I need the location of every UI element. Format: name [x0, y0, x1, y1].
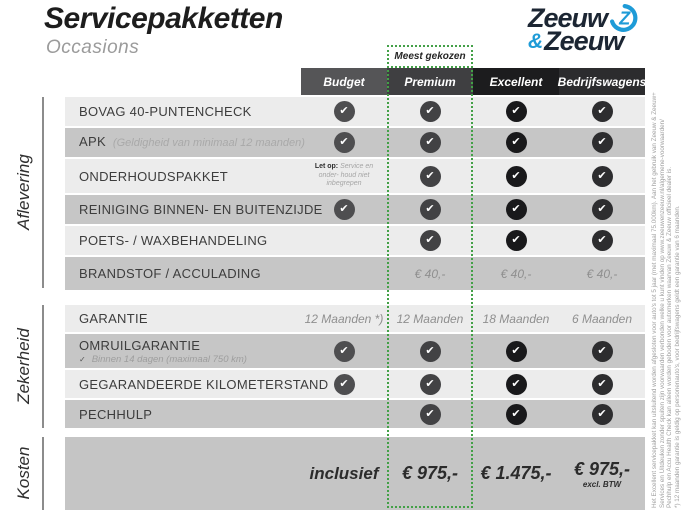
check-icon: ✔ [334, 199, 355, 220]
cell-premium [387, 370, 473, 398]
cell-value: € 40,- [586, 266, 618, 281]
column-header-excellent: Excellent [473, 68, 559, 95]
cell-budget [301, 437, 387, 510]
cell-budget [301, 370, 387, 398]
table-row [65, 226, 645, 255]
column-header-bedrijfswagens: Bedrijfswagens [559, 68, 645, 95]
row-label: REINIGING BINNEN- EN BUITENZIJDE [79, 202, 323, 217]
check-icon: ✔ [420, 101, 441, 122]
cell-value: 6 Maanden [571, 311, 633, 326]
cell-bedrijfswagens [559, 159, 645, 193]
cell-budget [301, 226, 387, 255]
row-label: BOVAG 40-PUNTENCHECK [79, 104, 252, 119]
section-aflevering [65, 97, 645, 292]
check-icon: ✔ [420, 166, 441, 187]
check-icon: ✔ [420, 230, 441, 251]
row-label-cell [65, 334, 301, 368]
cell-value: 18 Maanden [482, 311, 550, 326]
section-label-aflevering: Aflevering [14, 154, 33, 230]
check-icon: ✔ [506, 374, 527, 395]
check-icon: ✔ [420, 199, 441, 220]
cell-excellent [473, 226, 559, 255]
cell-bedrijfswagens [559, 128, 645, 157]
cell-budget [301, 128, 387, 157]
row-label-cell [65, 226, 301, 255]
table-row [65, 370, 645, 398]
check-icon: ✔ [420, 404, 441, 425]
table-row [65, 97, 645, 126]
table-row [65, 128, 645, 157]
cell-premium [387, 334, 473, 368]
section-zekerheid [65, 305, 645, 430]
cell-premium [387, 97, 473, 126]
small-check-icon: ✓ [79, 354, 86, 364]
logo-ampersand: & [528, 30, 544, 53]
cell-bedrijfswagens [559, 305, 645, 332]
cell-budget [301, 334, 387, 368]
logo-word-2: Zeeuw [544, 26, 624, 56]
row-label-cell [65, 159, 301, 193]
cell-premium [387, 437, 473, 510]
cell-premium [387, 257, 473, 290]
check-icon: ✔ [334, 374, 355, 395]
check-icon: ✔ [592, 101, 613, 122]
cell-budget [301, 305, 387, 332]
check-icon: ✔ [420, 374, 441, 395]
cell-bedrijfswagens [559, 195, 645, 224]
check-icon: ✔ [592, 230, 613, 251]
table-row [65, 400, 645, 428]
company-logo [528, 4, 638, 55]
svg-text:Z: Z [619, 8, 631, 29]
check-icon: ✔ [592, 166, 613, 187]
most-chosen-badge: Meest gekozen [387, 45, 473, 68]
cell-premium [387, 128, 473, 157]
column-header-row [301, 68, 645, 95]
check-icon: ✔ [592, 199, 613, 220]
check-icon: ✔ [334, 101, 355, 122]
section-divider-line [42, 305, 44, 428]
cell-budget [301, 195, 387, 224]
row-label-cell [65, 97, 301, 126]
fine-print-line: Pechhulp en Accu Health Check kan alleen worden geboden voor automerken waarvan Zeeuw & Zeeuw officieel dealer is. [666, 166, 674, 508]
row-label: GEGARANDEERDE KILOMETERSTAND [79, 376, 329, 392]
table-row [65, 195, 645, 224]
check-icon: ✔ [592, 341, 613, 362]
cell-excellent [473, 334, 559, 368]
table-row [65, 437, 645, 510]
cell-excellent [473, 257, 559, 290]
table-row [65, 159, 645, 193]
logo-line-2 [528, 28, 638, 55]
cell-bedrijfswagens [559, 257, 645, 290]
cell-premium [387, 195, 473, 224]
cell-premium [387, 159, 473, 193]
column-header-budget: Budget [301, 68, 387, 95]
table-row [65, 334, 645, 368]
cell-excellent [473, 370, 559, 398]
price-value: € 1.475,- [480, 463, 552, 483]
section-kosten [65, 437, 645, 510]
check-icon: ✔ [592, 374, 613, 395]
section-divider-line [42, 97, 44, 288]
check-icon: ✔ [506, 132, 527, 153]
row-label-cell [65, 437, 301, 510]
cell-bedrijfswagens [559, 400, 645, 428]
section-label-zekerheid: Zekerheid [14, 328, 33, 404]
check-icon: ✔ [506, 101, 527, 122]
price-subnote: excl. BTW [582, 479, 622, 489]
row-label-cell [65, 305, 301, 332]
section-divider-line [42, 437, 44, 510]
table-row [65, 305, 645, 332]
price-value: € 975,- [573, 458, 631, 479]
check-icon: ✔ [506, 230, 527, 251]
cell-value: € 40,- [414, 266, 446, 281]
row-label: POETS- / WAXBEHANDELING [79, 233, 268, 248]
cell-bedrijfswagens [559, 437, 645, 510]
check-icon: ✔ [506, 341, 527, 362]
page-subtitle: Occasions [46, 37, 140, 58]
price-value: € 975,- [401, 463, 459, 483]
check-icon: ✔ [334, 341, 355, 362]
row-label-cell [65, 128, 305, 157]
cell-emphasis: inclusief [309, 463, 379, 483]
cell-premium [387, 400, 473, 428]
cell-budget [301, 97, 387, 126]
cell-premium [387, 305, 473, 332]
fine-print-line: Services en Uitdeuken zonder spuiten zijn voorwaarden verbonden welke u kunt vinden op www.zeeuwenzeeuw.nl/algemene-voorwaarden/ [658, 119, 666, 508]
row-label: PECHHULP [79, 406, 153, 422]
column-header-premium: Premium [387, 68, 473, 95]
cell-bedrijfswagens [559, 334, 645, 368]
cell-excellent [473, 159, 559, 193]
check-icon: ✔ [420, 341, 441, 362]
cell-bedrijfswagens [559, 97, 645, 126]
cell-value: € 40,- [500, 266, 532, 281]
cell-excellent [473, 437, 559, 510]
fine-print-line: Het Excellent servicepakket kan uitsluitend worden afgesloten voor auto's tot 5 jaar (met maximaal 75.000km). Aan het gebruik van Zeeuw & Zeeuw+ [651, 92, 658, 508]
row-label: OMRUILGARANTIE [79, 337, 201, 353]
row-label: ONDERHOUDSPAKKET [79, 168, 229, 184]
cell-excellent [473, 128, 559, 157]
page-title: Servicepakketten [44, 2, 283, 35]
check-icon: ✔ [506, 166, 527, 187]
cell-excellent [473, 305, 559, 332]
cell-budget [301, 400, 387, 428]
row-sublabel: (Geldigheid van minimaal 12 maanden) [112, 137, 305, 149]
cell-value: 12 Maanden [396, 311, 464, 326]
cell-excellent [473, 195, 559, 224]
check-icon: ✔ [506, 404, 527, 425]
row-label: BRANDSTOF / ACCULADING [79, 266, 261, 281]
fine-print-line: *) 12 maanden garantie is geldig op personenauto's, voor bedrijfswagens geldt een garantie van 6 maanden. [674, 205, 682, 508]
check-icon: ✔ [592, 132, 613, 153]
check-icon: ✔ [592, 404, 613, 425]
row-label-cell [65, 195, 323, 224]
check-icon: ✔ [420, 132, 441, 153]
cell-budget [301, 257, 387, 290]
section-label-kosten: Kosten [14, 446, 33, 500]
fine-print [651, 62, 682, 508]
cell-value: 12 Maanden *) [304, 311, 384, 326]
row-label-cell [65, 400, 301, 428]
row-label-cell [65, 370, 329, 398]
cell-excellent [473, 400, 559, 428]
row-label: APK (Geldigheid van minimaal 12 maanden) [79, 134, 305, 149]
row-label: GARANTIE [79, 311, 148, 326]
cell-bedrijfswagens [559, 370, 645, 398]
table-row [65, 257, 645, 290]
row-label-cell [65, 257, 301, 290]
row-sublabel-text: Binnen 14 dagen (maximaal 750 km) [91, 353, 247, 365]
logo-word-1: Zeeuw [528, 2, 608, 33]
row-sublabel [79, 355, 247, 364]
cell-excellent [473, 97, 559, 126]
cell-note: Let op: Service en onder- houd niet inbegrepen [314, 163, 374, 188]
cell-budget [301, 159, 387, 193]
check-icon: ✔ [506, 199, 527, 220]
cell-premium [387, 226, 473, 255]
cell-bedrijfswagens [559, 226, 645, 255]
check-icon: ✔ [334, 132, 355, 153]
